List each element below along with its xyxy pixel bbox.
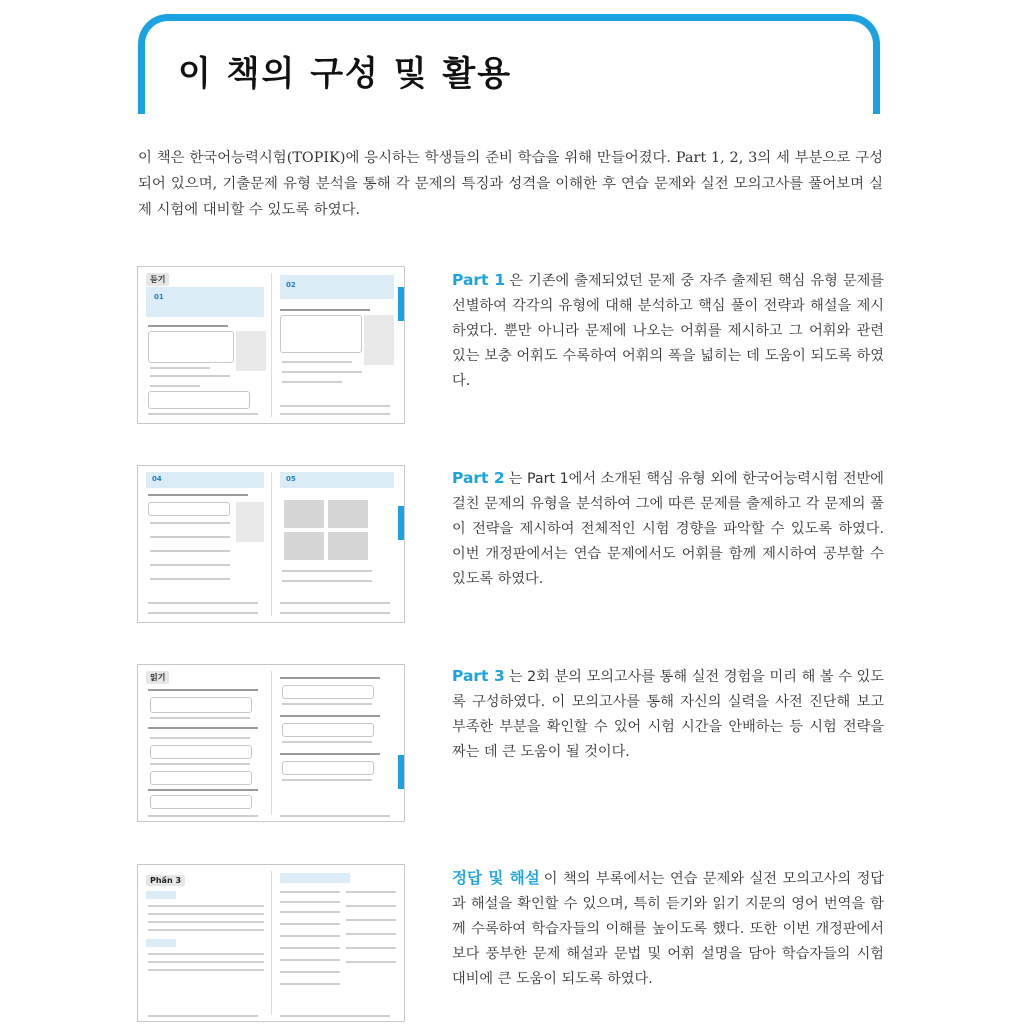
part1-label: Part 1	[452, 271, 506, 289]
answers-text: 이 책의 부록에서는 연습 문제와 실전 모의고사의 정답과 해설을 확인할 수 있으며, 특히 듣기와 읽기 지문의 영어 번역을 함께 수록하여 학습자들의 이해를 높이도록 했다. 또한 이번 개정판에서 보다 풍부한 문제 해설과 문법 및 어휘 설명을 담아 학습자들의 시험 대비에 큰 도움이 되도록 하였다.	[452, 871, 884, 987]
intro-paragraph: 이 책은 한국어능력시험(TOPIK)에 응시하는 학생들의 준비 학습을 위해 만들어졌다. Part 1, 2, 3의 세 부분으로 구성되어 있으며, 기출문제 유형 분석을 통해 각 문제의 특징과 성격을 이해한 후 연습 문제와 실전 모의고사를 풀어보며 실제 시험에 대비할 수 있도록 하였다.	[138, 150, 883, 218]
answers-thumbnail: Phần 3	[137, 864, 405, 1022]
answers-description	[452, 866, 884, 992]
part2-thumbnail: 04 05	[137, 465, 405, 623]
part1-description	[452, 268, 884, 394]
part2-text: 는 Part 1에서 소개된 핵심 유형 외에 한국어능력시험 전반에 걸친 문제의 유형을 분석하여 그에 따른 문제를 출제하고 각 문제의 풀이 전략을 제시하여 전체적인 시험 경향을 파악할 수 있도록 하였다. 이번 개정판에서는 연습 문제에서도 어휘를 함께 제시하여 공부할 수 있도록 하였다.	[452, 471, 884, 587]
part3-thumbnail: 읽기	[137, 664, 405, 822]
part3-description	[452, 664, 884, 765]
part2-label: Part 2	[452, 469, 505, 487]
part1-text: 은 기존에 출제되었던 문제 중 자주 출제된 핵심 유형 문제를 선별하여 각각의 유형에 대해 분석하고 핵심 풀이 전략과 해설을 제시하였다. 뿐만 아니라 문제에 나오는 어휘를 제시하고 그 어휘와 관련 있는 보충 어휘도 수록하여 어휘의 폭을 넓히는 데 도움이 되도록 하였다.	[452, 273, 885, 389]
part3-text: 는 2회 분의 모의고사를 통해 실전 경험을 미리 해 볼 수 있도록 구성하였다. 이 모의고사를 통해 자신의 실력을 사전 진단해 보고 부족한 부분을 확인할 수 있어 시험 시간을 안배하는 등 시험 전략을 짜는 데 큰 도움이 될 것이다.	[452, 669, 884, 760]
page-title: 이 책의 구성 및 활용	[178, 54, 513, 94]
part3-label: Part 3	[452, 667, 505, 685]
answers-label: 정답 및 해설	[452, 869, 540, 887]
part1-thumbnail: 듣기 01 02	[137, 266, 405, 424]
part2-description	[452, 466, 884, 592]
